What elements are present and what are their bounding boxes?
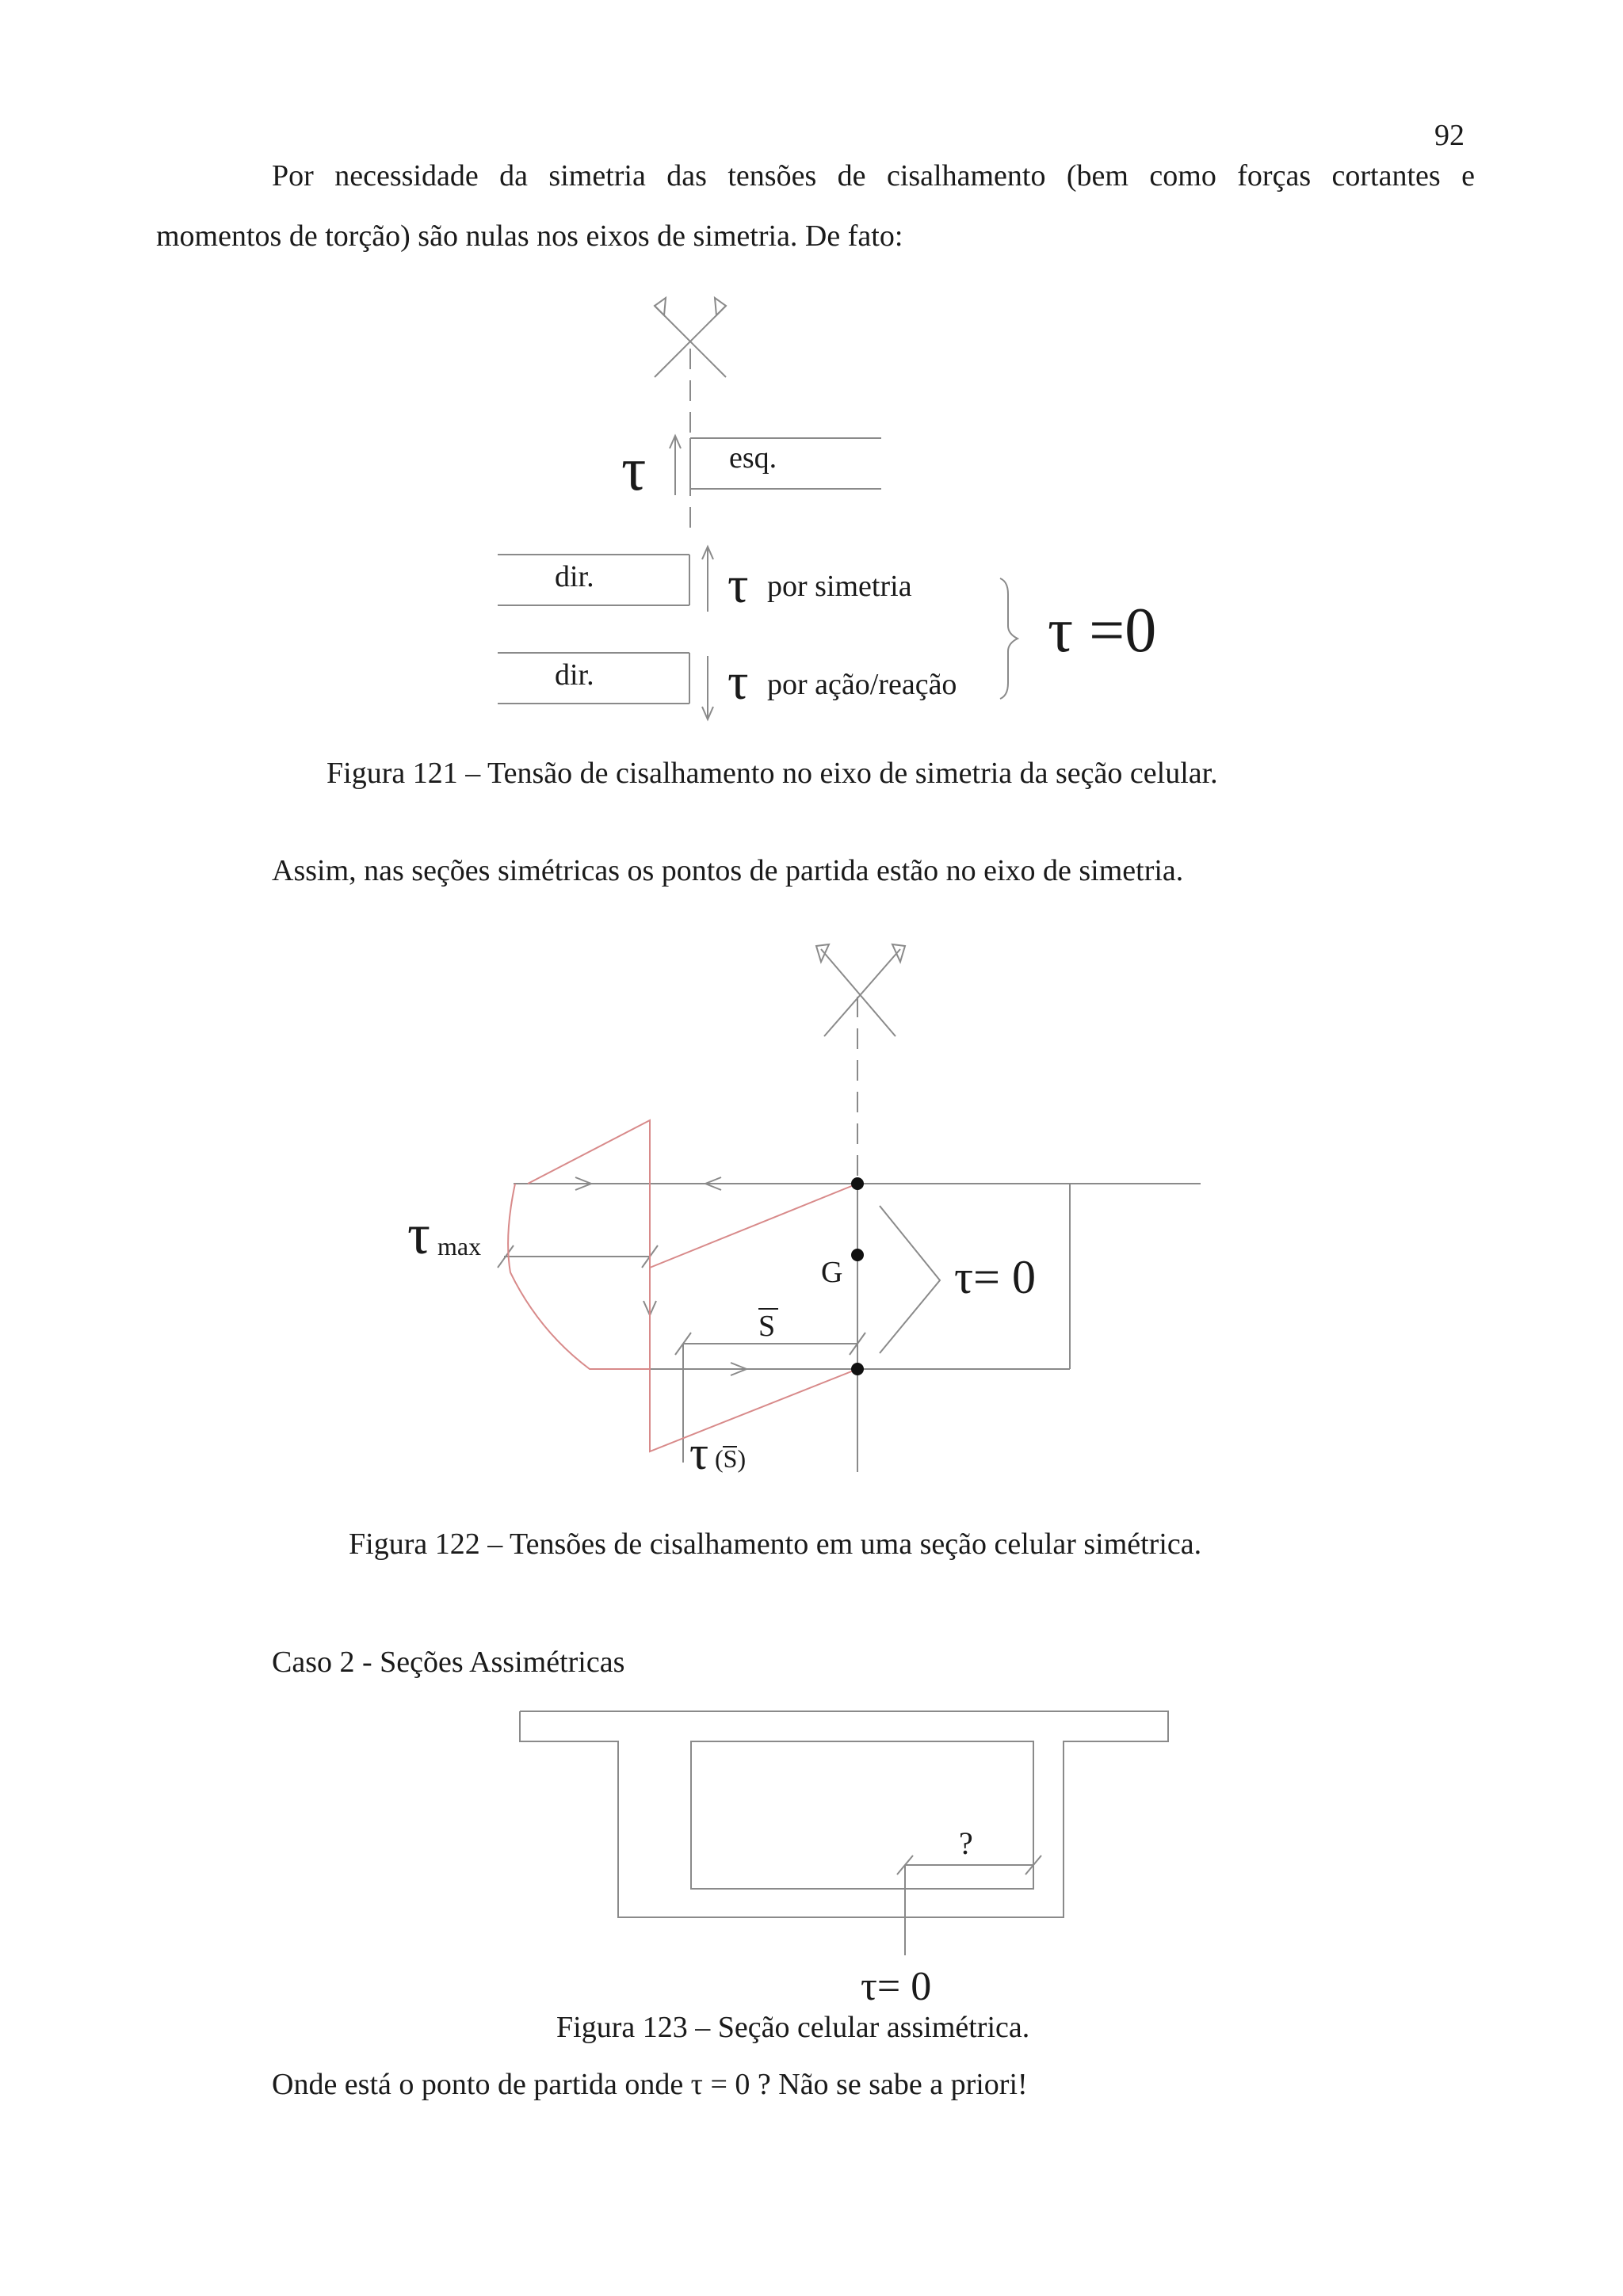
fig123-tau-zero: τ= 0 [861,1964,932,2009]
fig121-tau-esq: τ [621,434,647,503]
fig121-label-esq: esq. [729,441,777,475]
final-line: Onde está o ponto de partida onde τ = 0 ? Não se sabe a priori! [272,2068,1028,2101]
fig123-question-mark: ? [959,1825,973,1861]
fig121-por-acao-reacao: por ação/reação [767,668,957,701]
paragraph-1-line-1: Por necessidade da simetria das tensões de cisalhamento (bem como forças cortantes e [272,159,1475,193]
fig122-s-bar-label: S [758,1310,776,1343]
fig122-tau-zero: τ= 0 [954,1251,1036,1303]
figure-122-caption: Figura 122 – Tensões de cisalhamento em uma seção celular simétrica. [349,1527,1202,1561]
case-2-heading: Caso 2 - Seções Assimétricas [272,1646,625,1679]
fig121-label-dir1: dir. [555,560,594,593]
figure-123-caption: Figura 123 – Seção celular assimétrica. [556,2011,1030,2044]
fig122-g-label: G [821,1256,843,1289]
fig121-tau-simetria: τ [727,556,749,614]
fig122-max-label: max [437,1232,482,1261]
fig121-por-simetria: por simetria [767,570,912,603]
fig122-tau-s-symbol: τ [689,1427,709,1479]
fig121-tau-acao: τ [727,653,749,711]
fig121-label-dir2: dir. [555,658,594,692]
page-number: 92 [1434,119,1465,152]
paragraph-2: Assim, nas seções simétricas os pontos de partida estão no eixo de simetria. [272,854,1184,887]
fig122-tau-max-symbol: τ [407,1203,430,1266]
figure-121-caption: Figura 121 – Tensão de cisalhamento no eixo de simetria da seção celular. [327,757,1218,790]
paragraph-1-line-2: momentos de torção) são nulas nos eixos de simetria. De fato: [156,219,903,253]
fig122-tau-s-label: (S) [715,1444,747,1473]
fig121-tau-equals-zero: τ =0 [1048,596,1157,666]
